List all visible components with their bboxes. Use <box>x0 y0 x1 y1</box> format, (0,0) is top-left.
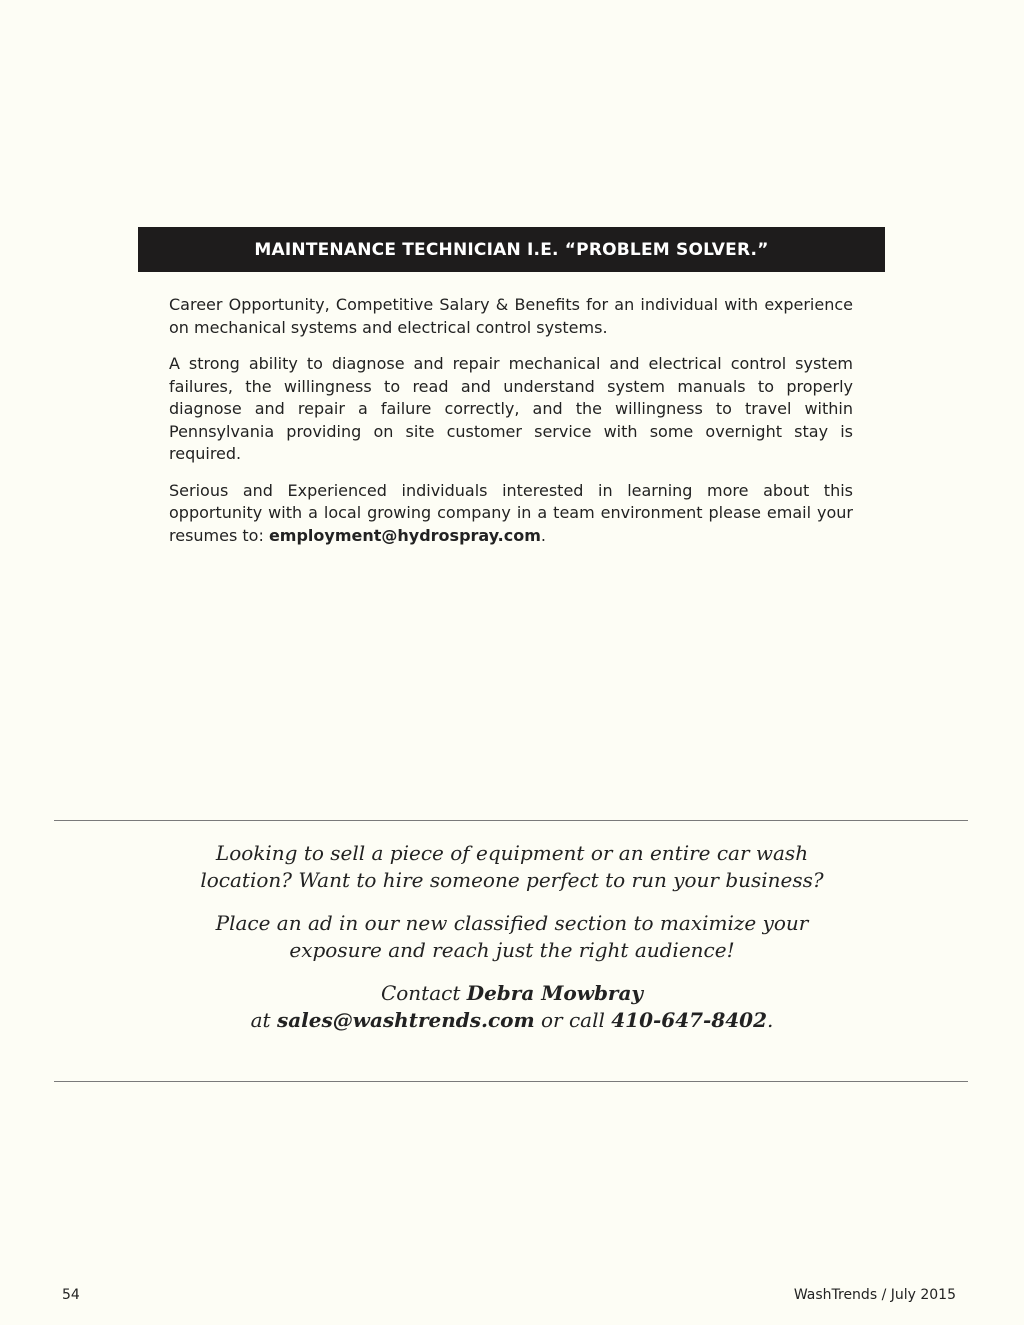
ad-paragraph-3-end: . <box>540 525 546 545</box>
divider-bottom <box>54 1081 968 1082</box>
ad-paragraph-2: A strong ability to diagnose and repair mechanical and electrical control system failures, the willingness to read and understand system manuals to properly diagnose and repair a failure correctly, and the willingness to travel within Pennsylvania providing on site customer service with some overnight stay is required. <box>169 354 853 463</box>
contact-name: Debra Mowbray <box>466 981 644 1005</box>
employment-email[interactable]: employment@hydrospray.com <box>268 525 541 545</box>
ad-paragraph-3-text: Serious and Experienced individuals interested in learning more about this opportunity with a local growing company in a team environment please email your resumes to: <box>169 480 853 545</box>
promo-line-2: Place an ad in our new classified section to maximize your exposure and reach just the right audience! <box>215 911 809 962</box>
divider-top <box>54 820 968 821</box>
contact-prefix: Contact <box>380 981 467 1005</box>
contact-phone[interactable]: 410-647-8402 <box>611 1008 768 1032</box>
ad-heading: MAINTENANCE TECHNICIAN I.E. “PROBLEM SOLVER.” <box>138 227 885 272</box>
call-text: or call <box>534 1008 612 1032</box>
classified-promo <box>200 840 824 1034</box>
contact-end: . <box>767 1008 774 1032</box>
page-number: 54 <box>62 1287 80 1303</box>
ad-paragraph-3 <box>169 480 853 548</box>
promo-contact <box>200 980 824 1034</box>
ad-paragraph-1: Career Opportunity, Competitive Salary & Benefits for an individual with experience on mechanical systems and electrical control systems. <box>169 295 853 337</box>
at-prefix: at <box>250 1008 277 1032</box>
sales-email[interactable]: sales@washtrends.com <box>276 1008 535 1032</box>
promo-line-1: Looking to sell a piece of equipment or an entire car wash location? Want to hire someone perfect to run your business? <box>200 841 824 892</box>
ad-body <box>169 294 853 561</box>
publication-footer: WashTrends / July 2015 <box>793 1287 956 1303</box>
